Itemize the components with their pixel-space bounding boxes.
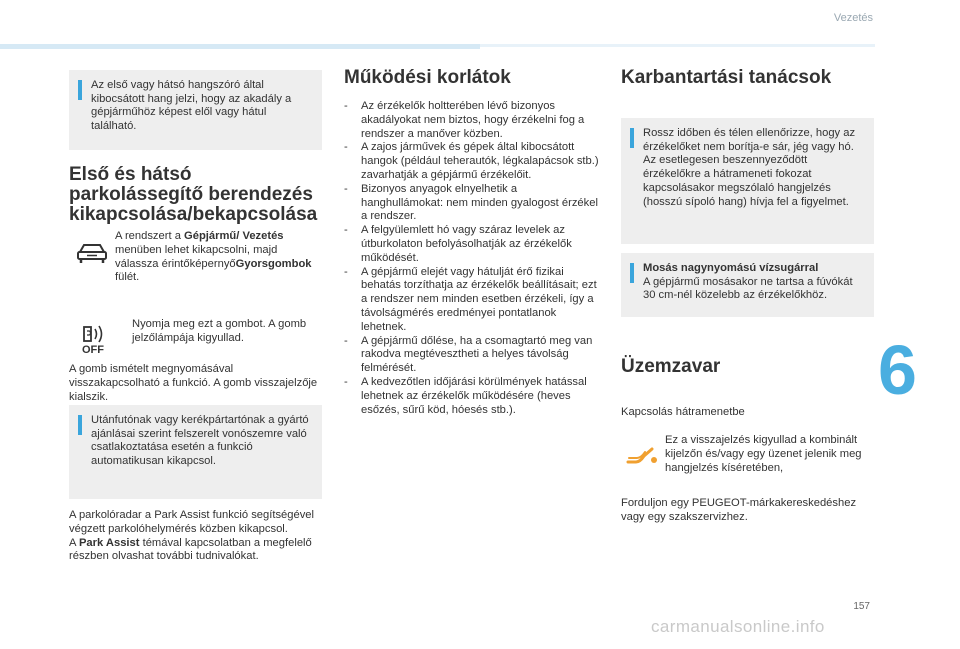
off-label: OFF (82, 344, 104, 356)
off-instruction: Nyomja meg ezt a gombot. A gomb jelzőlámpája kigyullad. (132, 318, 307, 344)
chapter-number: 6 (878, 331, 917, 409)
info-box-washing (621, 253, 874, 317)
info-icon (630, 263, 634, 283)
info-title: Mosás nagynyomású vízsugárral (643, 262, 819, 274)
info-text: A gépjármű mosásakor ne tartsa a fúvókát 30 cm-nél közelebb az érzékelőkhöz. (643, 275, 853, 302)
info-icon (78, 415, 82, 435)
page-number: 157 (853, 601, 870, 612)
reactivate-text: A gomb ismételt megnyomásával visszakapcsolható a funkció. A gomb visszajelzője kialszik. (69, 363, 318, 403)
list-item: - Az érzékelők holtterében lévő bizonyos akadályokat nem biztos, hogy érzékelni fog a rendszer a manőver közben. (344, 100, 602, 141)
section-heading-maintenance: Karbantartási tanácsok (621, 67, 832, 88)
list-item: - A kedvezőtlen időjárási körülmények hatással lehetnek az érzékelők működésére (heves esőzés, sűrű köd, hóesés stb.). (344, 376, 602, 417)
limits-list (344, 100, 602, 417)
reverse-gear-text: Kapcsolás hátramenetbe (621, 406, 745, 418)
park-sensor-off-icon (80, 322, 110, 358)
info-icon (630, 128, 634, 148)
section-title: Vezetés (833, 12, 873, 24)
info-text: Utánfutónak vagy kerékpártartónak a gyártó ajánlásai szerint felszerelt vonószemre való csatlakoztatása esetén a funkció automatikusan kikapcsol. (91, 414, 309, 468)
contact-text: Forduljon egy PEUGEOT-márkakereskedéshez vagy egy szakszervizhez. (621, 497, 857, 523)
section-heading-limits: Működési korlátok (344, 67, 511, 88)
list-item: - A zajos járművek és gépek által kibocsátott hangok (például teherautók, légkalapácsok stb.) zavarhatják a gépjármű érzékelőit. (344, 141, 602, 182)
info-box-weather (621, 118, 874, 244)
watermark: carmanualsonline.info (651, 617, 825, 636)
section-heading-parking: Első és hátsó parkolássegítő berendezés kikapcsolása/bekapcsolása (69, 164, 318, 225)
list-item: - Bizonyos anyagok elnyelhetik a hanghullámokat: nem minden gyalogost érzékel a rendszer. (344, 183, 602, 224)
list-item: - A gépjármű elejét vagy hátulját érő fizikai behatás torzíthatja az érzékelők beállításait; ezt a rendszer nem minden esetben érzékeli, így a távolságmérés eredményei pontatlanok lehetnek. (344, 266, 602, 335)
header-bar (0, 44, 480, 49)
section-heading-malfunction: Üzemzavar (621, 356, 721, 377)
header-bar-right (480, 44, 875, 47)
info-icon (78, 80, 82, 100)
info-box-speaker (69, 70, 322, 150)
list-item: - A gépjármű dőlése, ha a csomagtartó meg van rakodva megtévesztheti a helyes távolság felmérését. (344, 335, 602, 376)
parking-sensor-warning-icon (626, 446, 660, 466)
info-box-trailer (69, 405, 322, 499)
list-item: - A felgyülemlett hó vagy száraz levelek az útburkolaton befolyásolhatják az érzékelők működését. (344, 224, 602, 265)
car-settings-icon (75, 240, 109, 264)
menu-instruction: A rendszert a Gépjármű/ Vezetés menüben lehet kikapcsolni, majd válassza érintőképernyőGyorsgombok fülét. (115, 230, 312, 284)
warning-text: Ez a visszajelzés kigyullad a kombinált kijelzőn és/vagy egy üzenet jelenik meg hangjelzés kíséretében, (665, 434, 862, 474)
info-text: Az első vagy hátsó hangszóró által kibocsátott hang jelzi, hogy az akadály a gépjárműhöz képest elől vagy hátul található. (91, 79, 292, 133)
info-text: Rossz időben és télen ellenőrizze, hogy az érzékelőket nem borítja-e sár, jég vagy hó. Az esetlegesen beszennyeződött érzékelőkre a hátrameneti fokozat kapcsolásakor megszólaló hangjelzés (hosszú sípoló hang) hívja fel a figyelmet. (643, 127, 856, 208)
park-assist-text: A parkolóradar a Park Assist funkció segítségével végzett parkolóhelymérés közben kikapcsol. A Park Assist témával kapcsolatban a megfelelő részben olvashat további tudnivalókat. (69, 509, 315, 563)
